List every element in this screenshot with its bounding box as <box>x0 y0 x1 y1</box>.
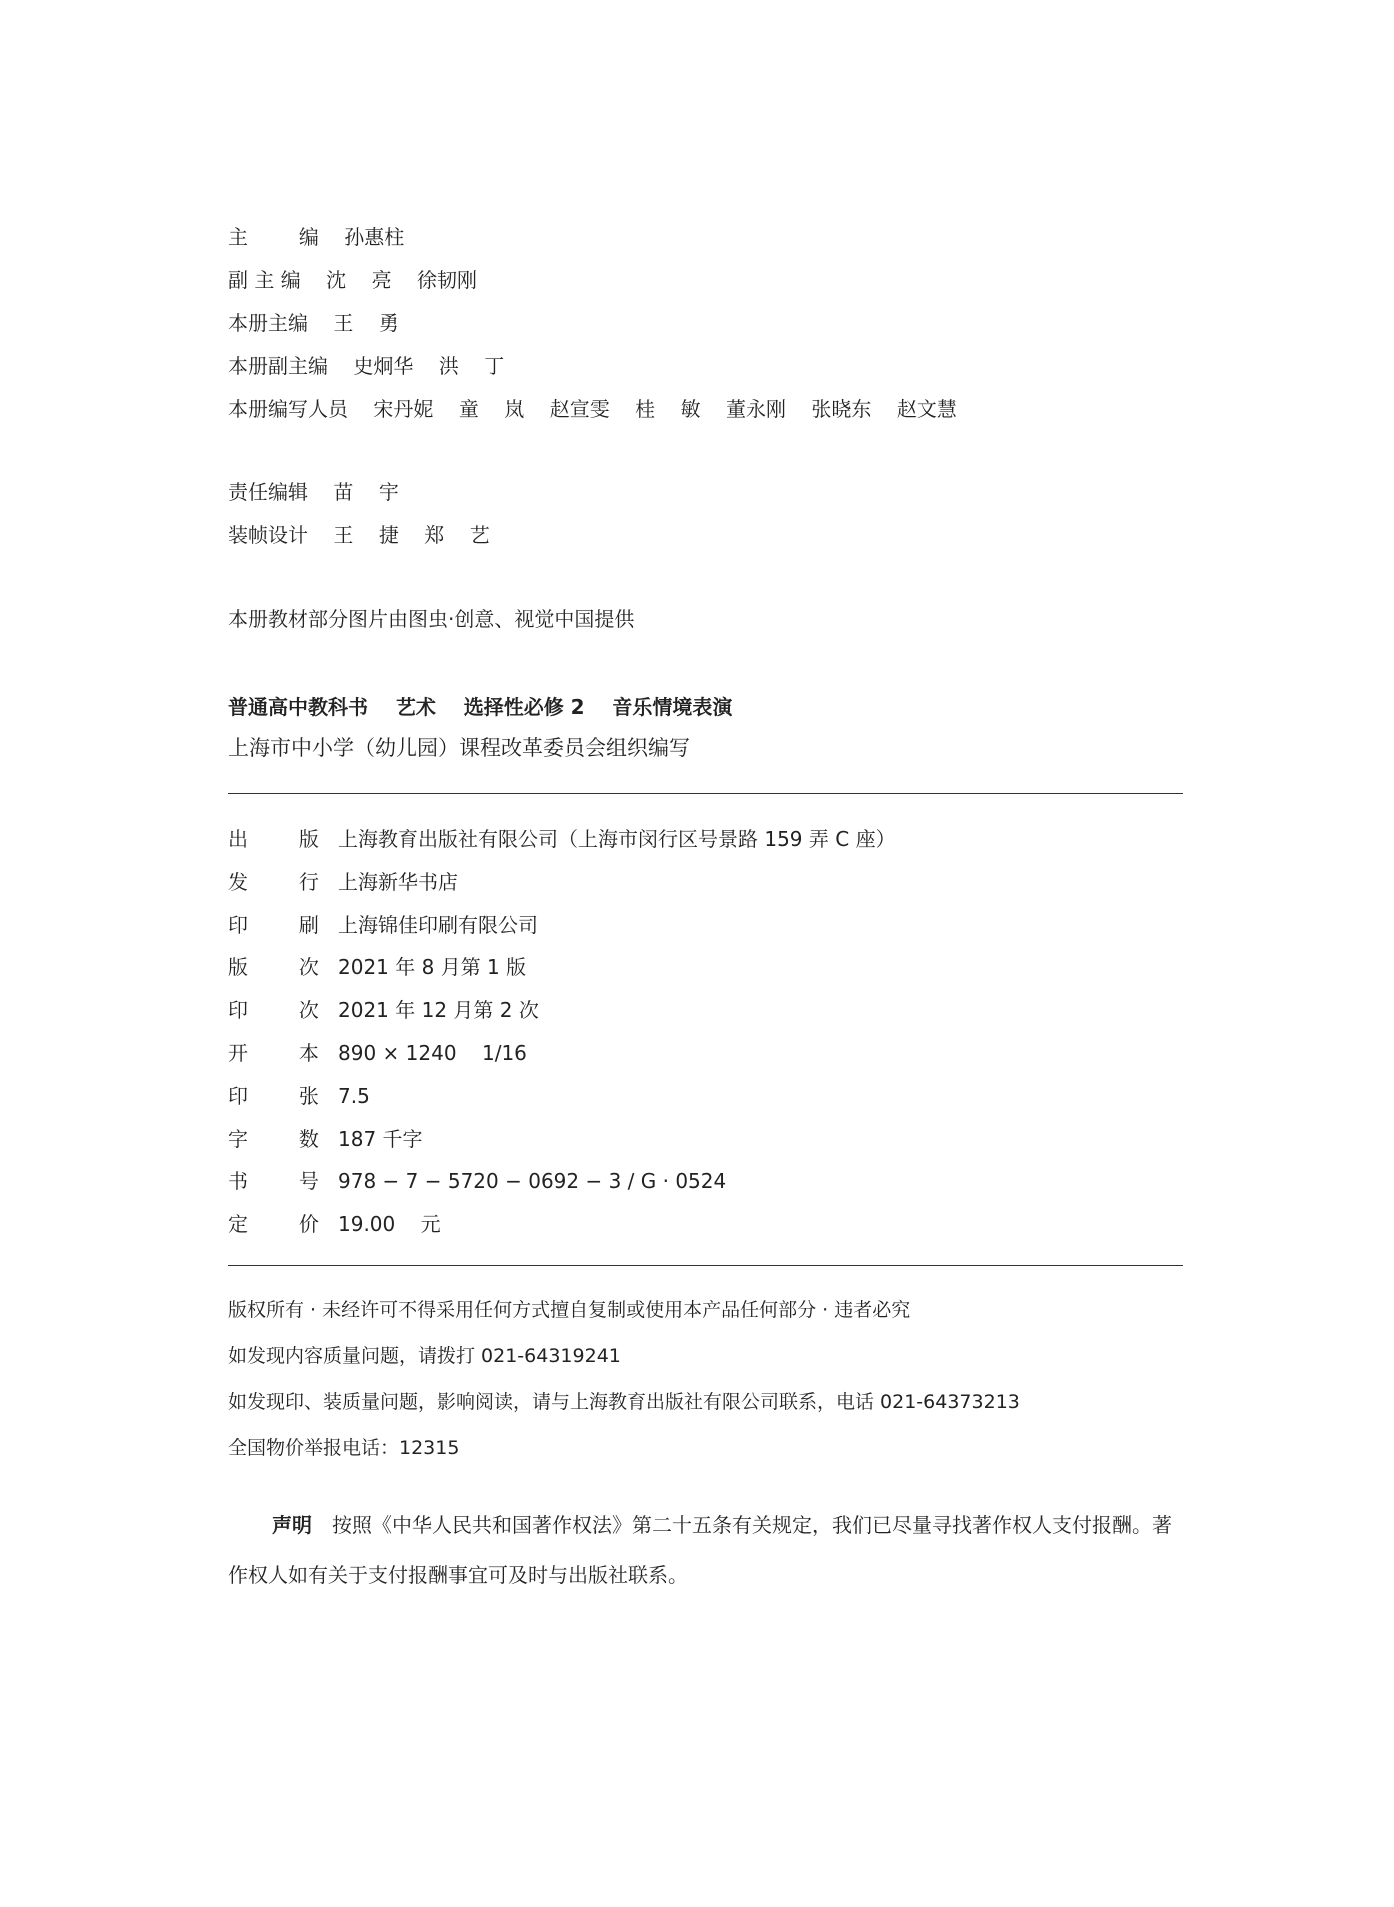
pub-info-value: 2021 年 8 月第 1 版 <box>338 955 527 980</box>
pub-info-value: 上海教育出版社有限公司（上海市闵行区号景路 159 弄 C 座） <box>338 827 896 851</box>
pub-info-label: 印 刷 <box>228 912 319 937</box>
pub-info-value: 上海锦佳印刷有限公司 <box>338 912 538 937</box>
pub-info-label: 发 行 <box>228 869 319 894</box>
pub-info-label: 书 号 <box>228 1169 319 1194</box>
pub-info-row <box>228 861 896 904</box>
book-title: 普通高中教科书 艺术 选择性必修 2 音乐情境表演 <box>228 695 733 719</box>
credit-deputy-chief-editor: 副 主 编 沈 亮 徐韧刚 <box>228 268 478 292</box>
credit-chief-editor: 主 编 孙惠柱 <box>228 225 405 249</box>
credit-volume-deputy-editor: 本册副主编 史炯华 洪 丁 <box>228 354 505 378</box>
staff-responsible-editor: 责任编辑 苗 宇 <box>228 480 399 504</box>
pub-info-label: 出 版 <box>228 827 319 851</box>
production-staff <box>228 471 490 557</box>
notice-content-quality: 如发现内容质量问题，请拨打 021-64319241 <box>228 1345 621 1367</box>
book-title-block <box>228 687 732 769</box>
pub-info-value: 7.5 <box>338 1083 370 1108</box>
pub-info-row <box>228 1203 896 1246</box>
pub-info-value: 978 − 7 − 5720 − 0692 − 3 / G · 0524 <box>338 1169 727 1194</box>
copyright-statement <box>228 1500 1183 1600</box>
pub-info-value: 2021 年 12 月第 2 次 <box>338 998 539 1023</box>
statement-text: 按照《中华人民共和国著作权法》第二十五条有关规定，我们已尽量寻找著作权人支付报酬。著作权人如有关于支付报酬事宜可及时与出版社联系。 <box>228 1513 1172 1587</box>
statement-keyword: 声明 <box>272 1513 312 1537</box>
staff-cover-design: 装帧设计 王 捷 郑 艺 <box>228 523 490 547</box>
pub-info-label: 印 次 <box>228 998 319 1023</box>
pub-info-row <box>228 1160 896 1203</box>
notice-copyright: 版权所有 · 未经许可不得采用任何方式擅自复制或使用本产品任何部分 · 违者必究 <box>228 1299 911 1321</box>
pub-info-label: 定 价 <box>228 1212 319 1237</box>
notice-price-hotline: 全国物价举报电话：12315 <box>228 1437 460 1459</box>
pub-info-row <box>228 1118 896 1161</box>
pub-info-label: 印 张 <box>228 1083 319 1108</box>
photo-credit <box>228 598 634 641</box>
pub-info-value: 19.00 元 <box>338 1212 441 1237</box>
pub-info-row <box>228 989 896 1032</box>
copyright-notices <box>228 1287 1020 1471</box>
pub-info-row <box>228 818 896 861</box>
pub-info-value: 上海新华书店 <box>338 869 458 894</box>
credit-volume-editor: 本册主编 王 勇 <box>228 311 399 335</box>
pub-info-value: 187 千字 <box>338 1126 423 1151</box>
pub-info-row <box>228 946 896 989</box>
pub-info-label: 字 数 <box>228 1126 319 1151</box>
compiler-line: 上海市中小学（幼儿园）课程改革委员会组织编写 <box>228 736 690 760</box>
pub-info-value: 890 × 1240 1/16 <box>338 1040 527 1065</box>
pub-info-row <box>228 1032 896 1075</box>
notice-print-quality: 如发现印、装质量问题，影响阅读，请与上海教育出版社有限公司联系，电话 021-64373213 <box>228 1391 1020 1413</box>
pub-info-row <box>228 904 896 947</box>
divider-top <box>228 793 1183 794</box>
pub-info-label: 版 次 <box>228 955 319 980</box>
pub-info-row <box>228 1075 896 1118</box>
pub-info-label: 开 本 <box>228 1040 319 1065</box>
photo-credit-text: 本册教材部分图片由图虫·创意、视觉中国提供 <box>228 607 635 631</box>
credit-volume-writers: 本册编写人员 宋丹妮 童 岚 赵宣雯 桂 敏 董永刚 张晓东 赵文慧 <box>228 397 957 421</box>
divider-bottom <box>228 1265 1183 1266</box>
publication-info <box>228 818 896 1246</box>
editorial-credits <box>228 216 957 431</box>
